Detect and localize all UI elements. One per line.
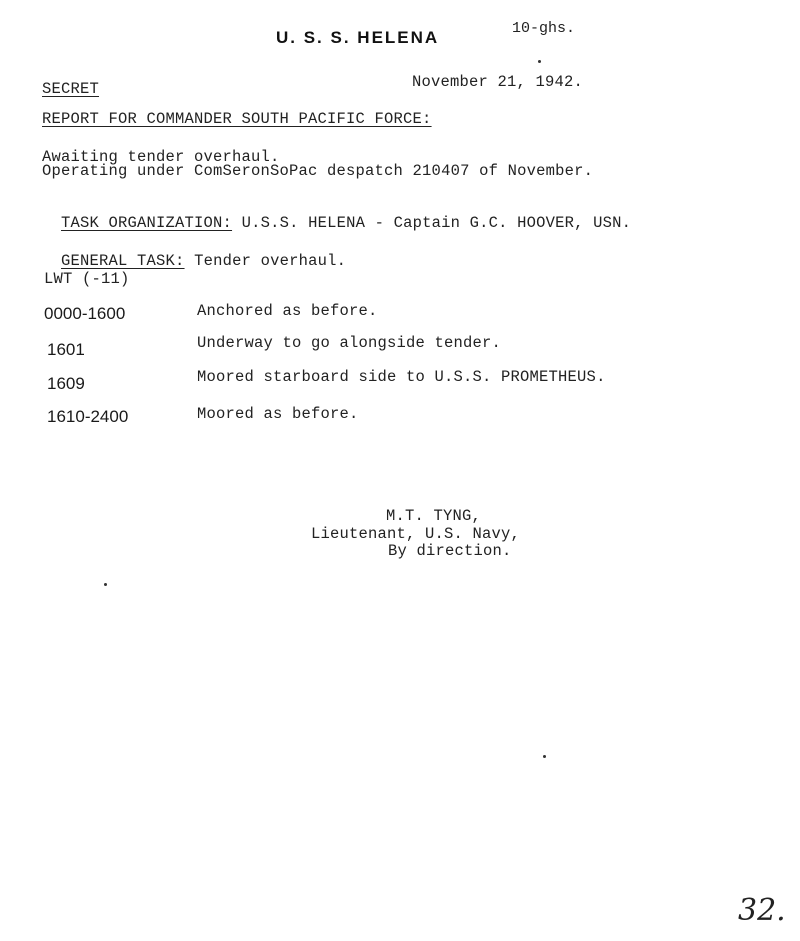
task-organization-label: TASK ORGANIZATION: [61,214,233,232]
status-line: Awaiting tender overhaul. [42,148,280,166]
status-line: Operating under ComSeronSoPac despatch 210407 of November. [42,162,594,180]
ship-name-heading: U. S. S. HELENA [276,28,440,47]
page-number: 32. [738,893,786,928]
log-text: Underway to go alongside tender. [197,334,502,352]
task-organization [42,196,631,232]
signature-name: M.T. TYNG, [386,507,482,525]
log-time: 1610-2400 [47,407,129,426]
signature-rank: Lieutenant, U.S. Navy, [311,525,521,543]
classification-mark: SECRET [42,80,100,98]
log-text: Moored starboard side to U.S.S. PROMETHEUS. [197,368,606,386]
report-title: REPORT FOR COMMANDER SOUTH PACIFIC FORCE: [42,110,432,128]
task-organization-value: U.S.S. HELENA - Captain G.C. HOOVER, USN. [241,214,632,232]
signature-authority: By direction. [388,542,512,560]
report-date: November 21, 1942. [412,73,584,91]
time-zone: LWT (-11) [44,270,130,288]
log-time: 1601 [47,340,85,359]
general-task [42,234,346,270]
general-task-value: Tender overhaul. [194,252,347,270]
document-serial: 10-ghs. [512,20,576,37]
log-time: 1609 [47,374,85,393]
general-task-label: GENERAL TASK: [61,252,185,270]
log-time: 0000-1600 [44,304,126,323]
log-text: Anchored as before. [197,302,378,320]
scan-speck [104,583,107,586]
scan-speck [543,755,546,758]
log-text: Moored as before. [197,405,359,423]
scan-speck [538,60,541,63]
